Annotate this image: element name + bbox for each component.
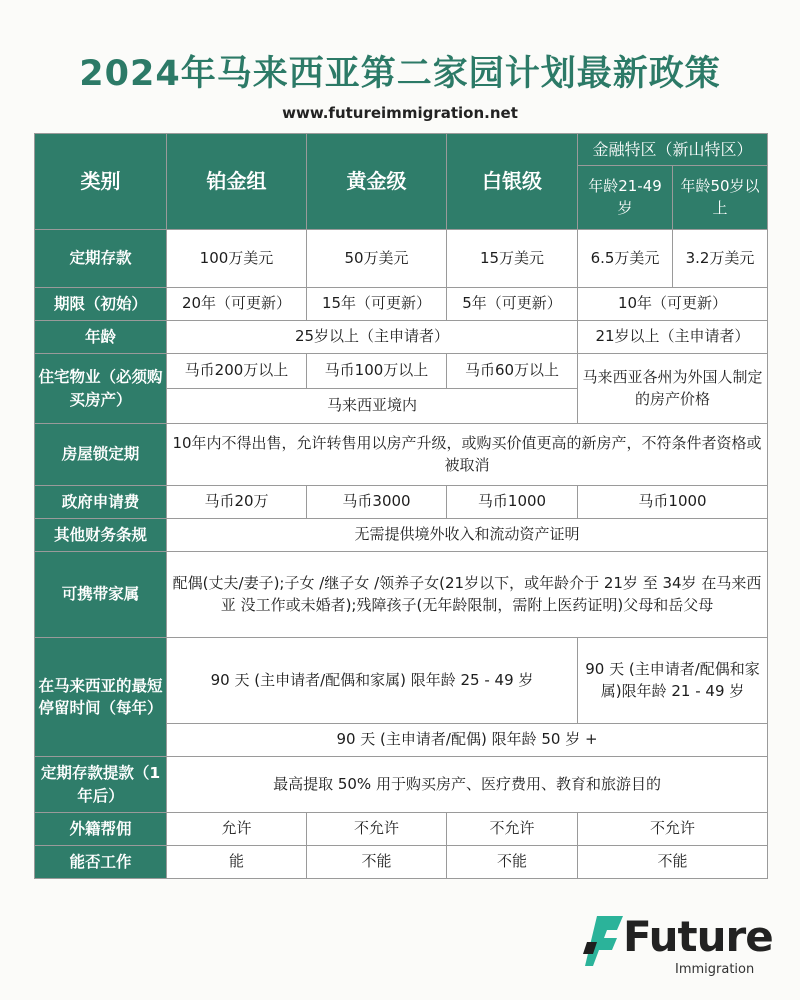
age-main: 25岁以上（主申请者） [167,321,578,354]
maid-special: 不允许 [578,813,768,846]
stay-main: 90 天 (主申请者/配偶和家属) 限年龄 25 - 49 岁 [167,638,578,724]
header-special-zone: 金融特区（新山特区） [578,134,768,166]
term-special: 10年（可更新） [578,288,768,321]
header-age-50-plus: 年龄50岁以上 [673,166,768,230]
page-title: 2024年马来西亚第二家园计划最新政策 [79,54,721,94]
row-label-property: 住宅物业（必须购买房产） [35,354,167,424]
header-silver: 白银级 [447,134,578,230]
table-row [35,846,768,879]
property-gold: 马币100万以上 [307,354,447,389]
deposit-gold: 50万美元 [307,230,447,288]
age-special: 21岁以上（主申请者） [578,321,768,354]
stay-age-50: 90 天 (主申请者/配偶) 限年龄 50 岁 + [167,724,768,757]
header-gold: 黄金级 [307,134,447,230]
lock-value: 10年内不得出售，允许转售用以房产升级，或购买价值更高的新房产，不符条件者资格或被取消 [167,424,768,486]
property-special: 马来西亚各州为外国人制定的房产价格 [578,354,768,424]
row-label-age: 年龄 [35,321,167,354]
maid-gold: 不允许 [307,813,447,846]
table-row [35,519,768,552]
logo-mark-icon [583,914,627,972]
table-row [35,230,768,288]
row-label-deposit: 定期存款 [35,230,167,288]
stay-special: 90 天 (主申请者/配偶和家属)限年龄 21 - 49 岁 [578,638,768,724]
finance-value: 无需提供境外收入和流动资产证明 [167,519,768,552]
fee-gold: 马币3000 [307,486,447,519]
table-row [35,486,768,519]
logo-wordmark: Future [623,912,773,961]
table-row [35,424,768,486]
maid-platinum: 允许 [167,813,307,846]
term-gold: 15年（可更新） [307,288,447,321]
policy-table [34,133,768,879]
table-row [35,321,768,354]
work-special: 不能 [578,846,768,879]
deposit-special-21-49: 6.5万美元 [578,230,673,288]
row-label-finance: 其他财务条规 [35,519,167,552]
row-label-withdraw: 定期存款提款（1年后） [35,757,167,813]
table-row [35,757,768,813]
row-label-maid: 外籍帮佣 [35,813,167,846]
header-row [35,134,768,166]
row-label-work: 能否工作 [35,846,167,879]
header-age-21-49: 年龄21-49岁 [578,166,673,230]
property-location: 马来西亚境内 [167,389,578,424]
deposit-platinum: 100万美元 [167,230,307,288]
work-platinum: 能 [167,846,307,879]
property-silver: 马币60万以上 [447,354,578,389]
fee-special: 马币1000 [578,486,768,519]
fee-platinum: 马币20万 [167,486,307,519]
table-row [35,638,768,724]
table-row [35,354,768,389]
future-immigration-logo [583,908,773,988]
row-label-lock: 房屋锁定期 [35,424,167,486]
header-platinum: 铂金组 [167,134,307,230]
property-platinum: 马币200万以上 [167,354,307,389]
header-category: 类别 [35,134,167,230]
withdraw-value: 最高提取 50% 用于购买房产、医疗费用、教育和旅游目的 [167,757,768,813]
work-silver: 不能 [447,846,578,879]
row-label-stay: 在马来西亚的最短停留时间（每年） [35,638,167,757]
deposit-special-50: 3.2万美元 [673,230,768,288]
maid-silver: 不允许 [447,813,578,846]
website-url[interactable]: www.futureimmigration.net [282,104,518,122]
deposit-silver: 15万美元 [447,230,578,288]
term-silver: 5年（可更新） [447,288,578,321]
fee-silver: 马币1000 [447,486,578,519]
term-platinum: 20年（可更新） [167,288,307,321]
row-label-dependents: 可携带家属 [35,552,167,638]
logo-subtitle: Immigration [675,962,755,977]
row-label-term: 期限（初始） [35,288,167,321]
table-row [35,288,768,321]
table-row [35,813,768,846]
table-row [35,552,768,638]
dependents-value: 配偶(丈夫/妻子);子女 /继子女 /领养子女(21岁以下，或年龄介于 21岁 至 34岁 在马来西亚 没工作或未婚者);残障孩子(无年龄限制，需附上医药证明)父母和岳父母 [167,552,768,638]
work-gold: 不能 [307,846,447,879]
row-label-fee: 政府申请费 [35,486,167,519]
